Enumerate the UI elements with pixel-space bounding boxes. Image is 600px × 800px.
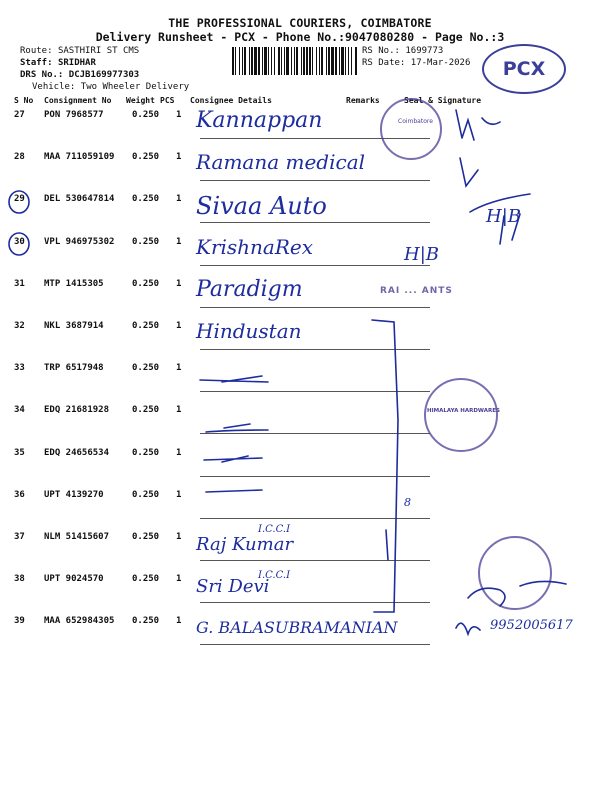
- row-consignment: UPT 4139270: [44, 489, 104, 500]
- row-consignment: UPT 9024570: [44, 574, 104, 585]
- row-sno: 36: [14, 489, 25, 500]
- row-consignment: VPL 946975302: [44, 236, 115, 247]
- staff-label: Staff:: [20, 58, 53, 68]
- row-weight: 0.250: [132, 574, 160, 585]
- row-sno: 30: [14, 236, 25, 247]
- row-pcs: 1: [176, 532, 182, 542]
- annotation-number-8: 8: [404, 496, 411, 509]
- rs-date-value: 17-Mar-2026: [410, 58, 471, 68]
- dash-row36: [206, 490, 262, 492]
- row-pcs: 1: [176, 616, 182, 627]
- row-pcs: 1: [176, 278, 182, 289]
- row-consignee-handwriting: Raj Kumar: [196, 534, 294, 555]
- stamp-partial-text: RAI ... ANTS: [380, 286, 453, 296]
- row-weight: 0.250: [132, 236, 160, 247]
- drs-value: DCJB169977303: [68, 70, 140, 80]
- col-seal: Seal & Signature: [404, 96, 482, 105]
- row-consignee-handwriting: Paradigm: [196, 276, 303, 302]
- row-weight: 0.250: [132, 152, 160, 163]
- col-remarks: Remarks: [346, 96, 380, 105]
- row-weight: 0.250: [132, 405, 160, 416]
- row-weight: 0.250: [132, 447, 160, 458]
- row-weight: 0.250: [132, 532, 160, 542]
- col-weight: Weight: [126, 96, 155, 105]
- row-weight: 0.250: [132, 363, 160, 374]
- company-title: THE PROFESSIONAL COURIERS, COIMBATORE: [168, 16, 432, 30]
- circle-sno-29: [9, 191, 29, 213]
- row-pcs: 1: [176, 574, 182, 585]
- row-pcs: 1: [176, 152, 182, 163]
- dash-row34: [206, 424, 268, 432]
- signature-row27: [456, 110, 500, 140]
- row-sno: 27: [14, 110, 25, 120]
- stamp-himalaya-text: HIMALAYA HARDWARES: [427, 408, 500, 414]
- vehicle-value: Two Wheeler Delivery: [80, 82, 190, 92]
- rs-no-label: RS No.:: [362, 46, 400, 56]
- row-sno: 28: [14, 152, 25, 163]
- rs-date-label: RS Date:: [362, 58, 406, 68]
- row-sno: 37: [14, 532, 25, 542]
- row-consignment: PON 7968577: [44, 110, 104, 120]
- signature-row38: [468, 581, 566, 606]
- row-sno: 32: [14, 321, 25, 331]
- row-pcs: 1: [176, 110, 182, 120]
- vehicle-label: Vehicle:: [32, 82, 76, 92]
- row-consignment: EDQ 21681928: [44, 405, 110, 416]
- row-consignment: EDQ 24656534: [44, 447, 110, 458]
- annotation-phone: 9952005617: [490, 618, 573, 633]
- row-pcs: 1: [176, 447, 182, 458]
- row-weight: 0.250: [132, 194, 160, 205]
- row-weight: 0.250: [132, 616, 160, 627]
- row-consignment: MTP 1415305: [44, 278, 104, 289]
- row-sno: 34: [14, 405, 25, 416]
- row-sno: 39: [14, 616, 25, 627]
- annotation-row38: I.C.C.I: [258, 570, 291, 581]
- row-weight: 0.250: [132, 321, 160, 331]
- row-sno: 33: [14, 363, 25, 374]
- annotation-row37: I.C.C.I: [258, 524, 291, 535]
- dash-row33: [200, 376, 268, 382]
- row-weight: 0.250: [132, 489, 160, 500]
- row-pcs: 1: [176, 489, 182, 500]
- row-pcs: 1: [176, 321, 182, 331]
- row-consignment: MAA 652984305: [44, 616, 115, 627]
- row-consignment: TRP 6517948: [44, 363, 104, 374]
- stamp-coimbatore-text: Coimbatore: [398, 118, 433, 125]
- row-consignment: DEL 530647814: [44, 194, 115, 205]
- row-consignee-handwriting: Sri Devi: [196, 576, 270, 598]
- col-consignment: Consignment No: [44, 96, 112, 105]
- row-sno: 29: [14, 194, 25, 205]
- bracket-32-38: [372, 320, 398, 612]
- col-consignee: Consignee Details: [190, 96, 272, 105]
- staff-value: SRIDHAR: [57, 58, 96, 68]
- row-pcs: 1: [176, 236, 182, 247]
- dash-row35: [204, 456, 262, 462]
- drs-label: DRS No.:: [20, 70, 64, 80]
- row-pcs: 1: [176, 194, 182, 205]
- runsheet-subtitle: Delivery Runsheet - PCX - Phone No.:9047080280 - Page No.:3: [95, 30, 505, 44]
- row-consignee-handwriting: Kannappan: [196, 108, 323, 133]
- route-label: Route:: [20, 46, 53, 56]
- row-sno: 38: [14, 574, 25, 585]
- stamp-hb-2: H|B: [486, 206, 521, 227]
- row-consignment: NKL 3687914: [44, 321, 104, 331]
- row-weight: 0.250: [132, 110, 160, 120]
- col-sno: S No: [14, 96, 34, 105]
- signature-row29: [470, 194, 530, 244]
- signature-row39: [456, 623, 480, 634]
- pcx-stamp: PCX: [482, 44, 566, 94]
- row-consignment: MAA 711059109: [44, 152, 115, 163]
- row-consignee-handwriting: Ramana medical: [196, 150, 366, 175]
- mark-row37: [386, 530, 388, 560]
- signature-row28: [460, 158, 478, 186]
- row-pcs: 1: [176, 405, 182, 416]
- row-consignee-handwriting: KrishnaRex: [196, 234, 314, 259]
- row-consignment: NLM 51415607: [44, 532, 110, 542]
- row-sno: 31: [14, 278, 25, 289]
- col-pcs: PCS: [160, 96, 175, 105]
- circle-sno-30: [9, 233, 29, 255]
- row-weight: 0.250: [132, 278, 160, 289]
- row-consignee-handwriting: Sivaa Auto: [196, 192, 327, 221]
- row-pcs: 1: [176, 363, 182, 374]
- rs-no-value: 1699773: [405, 46, 444, 56]
- row-consignee-handwriting: G. BALASUBRAMANIAN: [196, 618, 398, 638]
- row-consignee-handwriting: Hindustan: [196, 319, 302, 343]
- stamp-hb: H|B: [404, 244, 439, 265]
- route-value: SASTHIRI ST CMS: [57, 46, 140, 56]
- row-sno: 35: [14, 447, 25, 458]
